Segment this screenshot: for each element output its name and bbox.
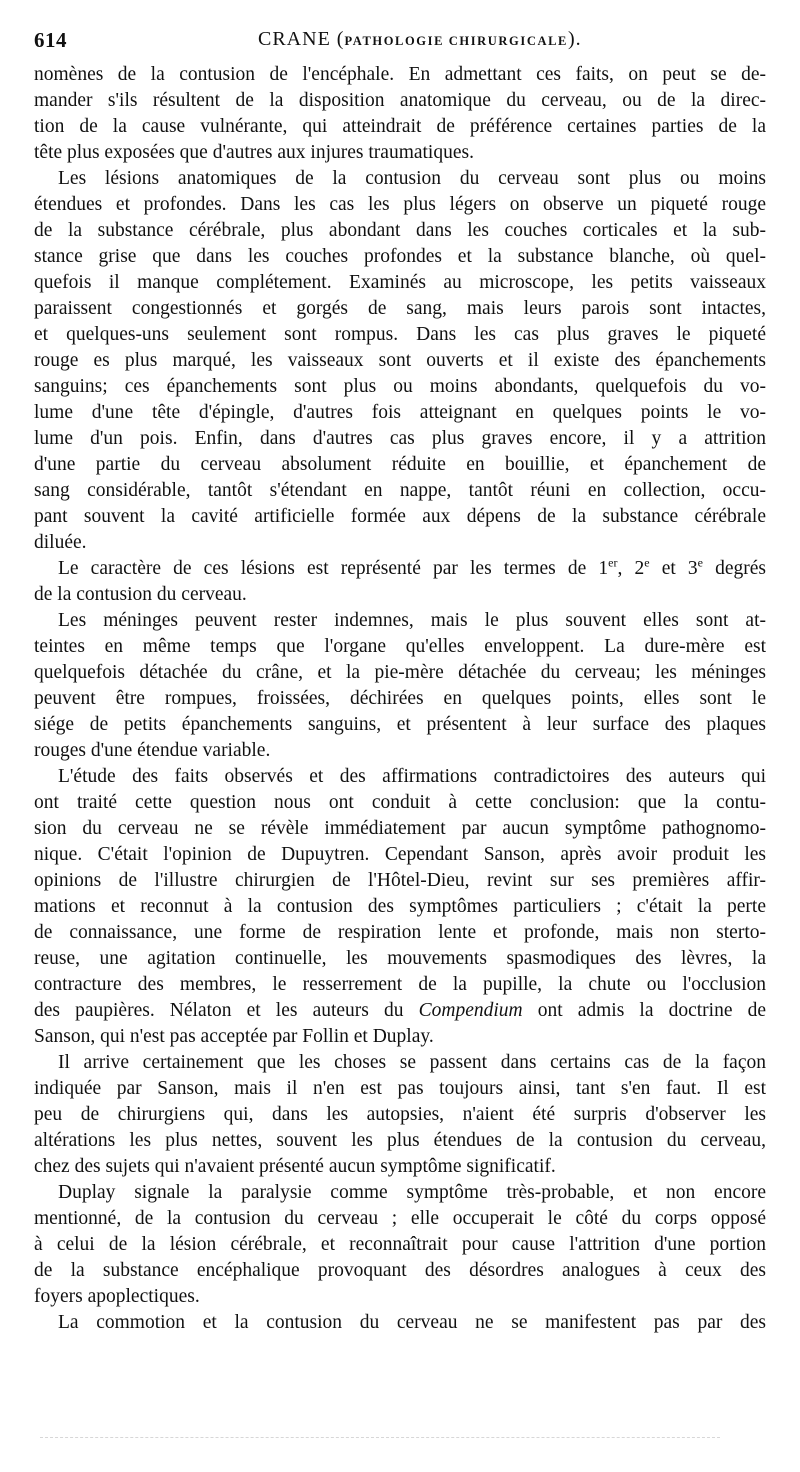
text-line: foyers apoplectiques.	[34, 1286, 200, 1307]
text-line: opinions de l'illustre chirurgien de l'Hôtel-Dieu, revint sur ses premières affir-	[34, 870, 766, 891]
text-line: de la contusion du cerveau.	[34, 584, 247, 605]
footer-rule	[40, 1437, 720, 1438]
text-line: mander s'ils résultent de la disposition anatomique du cerveau, ou de la direc-	[34, 90, 766, 111]
text-line: sanguins; ces épanchements sont plus ou moins abondants, quelquefois du vo-	[34, 376, 766, 397]
text-line: rouge es plus marqué, les vaisseaux sont ouverts et il existe des épanchements	[34, 350, 766, 371]
text-line: reuse, une agitation continuelle, les mouvements spasmodiques des lèvres, la	[34, 948, 766, 969]
text-line: indiquée par Sanson, mais il n'en est pas toujours ainsi, tant s'en faut. Il est	[34, 1078, 766, 1099]
text-line: ont traité cette question nous ont conduit à cette conclusion: que la contu-	[34, 792, 766, 813]
text-line: rouges d'une étendue variable.	[34, 740, 271, 761]
text-line: et quelques-uns seulement sont rompus. Dans les cas plus graves le piqueté	[34, 324, 766, 345]
text-line: quelquefois détachée du crâne, et la pie-mère détachée du cerveau; les méninges	[34, 662, 766, 683]
text-line: siége de petits épanchements sanguins, et présentent à leur surface des plaques	[34, 714, 766, 735]
text-line: à celui de la lésion cérébrale, et reconnaîtrait pour cause l'attrition d'une portion	[34, 1234, 766, 1255]
text-line: de la substance encéphalique provoquant des désordres analogues à ceux des	[34, 1260, 766, 1281]
text-line: Les lésions anatomiques de la contusion du cerveau sont plus ou moins	[58, 168, 766, 189]
running-title-sub: PATHOLOGIE CHIRURGICALE	[344, 34, 568, 48]
italic-word: Compendium	[418, 1000, 523, 1021]
text-line: de la substance cérébrale, plus abondant dans les couches corticales et la sub-	[34, 220, 766, 241]
degree-line: Le caractère de ces lésions est représenté par les termes de 1er, 2e et 3e degrés	[58, 556, 766, 579]
text-line: de connaissance, une forme de respiration lente et profonde, mais non sterto-	[34, 922, 766, 943]
text-line: chez des sujets qui n'avaient présenté aucun symptôme significatif.	[34, 1156, 556, 1177]
text-line: L'étude des faits observés et des affirmations contradictoires des auteurs qui	[58, 766, 766, 787]
text-line: d'une partie du cerveau absolument réduite en bouillie, et épanchement de	[34, 454, 766, 475]
text-line: peu de chirurgiens qui, dans les autopsies, n'aient été surpris d'observer les	[34, 1104, 766, 1125]
text-line: mations et reconnut à la contusion des symptômes particuliers ; c'était la perte	[34, 896, 766, 917]
text-line: mentionné, de la contusion du cerveau ; elle occuperait le côté du corps opposé	[34, 1208, 766, 1229]
running-title	[258, 28, 582, 51]
page-header	[34, 28, 766, 56]
text-line: Les méninges peuvent rester indemnes, mais le plus souvent elles sont at-	[58, 610, 766, 631]
text-line: peuvent être rompues, froissées, déchirées en quelques points, elles sont le	[34, 688, 766, 709]
text-line: sion du cerveau ne se révèle immédiatement par aucun symptôme pathognomo-	[34, 818, 766, 839]
text-line: quefois il manque complétement. Examinés au microscope, les petits vaisseaux	[34, 272, 766, 293]
text-line: stance grise que dans les couches profondes et la substance blanche, où quel-	[34, 246, 766, 267]
running-title-end: ).	[567, 28, 582, 50]
text-line: sang considérable, tantôt s'étendant en nappe, tantôt réuni en collection, occu-	[34, 480, 766, 501]
text-line: teintes en même temps que l'organe qu'elles enveloppent. La dure-mère est	[34, 636, 766, 657]
text-line: pant souvent la cavité artificielle formée aux dépens de la substance cérébrale	[34, 506, 766, 527]
text-line: tête plus exposées que d'autres aux injures traumatiques.	[34, 142, 474, 163]
text-line: La commotion et la contusion du cerveau ne se manifestent pas par des	[58, 1312, 766, 1333]
text-line: paraissent congestionnés et gorgés de sang, mais leurs parois sont intactes,	[34, 298, 766, 319]
text-line: contracture des membres, le resserrement de la pupille, la chute ou l'occlusion	[34, 974, 766, 995]
text-line: nomènes de la contusion de l'encéphale. En admettant ces faits, on peut se de-	[34, 64, 766, 85]
body-text	[34, 62, 766, 1336]
text-line: diluée.	[34, 532, 87, 553]
text-line: étendues et profondes. Dans les cas les plus légers on observe un piqueté rouge	[34, 194, 766, 215]
page-number: 614	[34, 28, 67, 52]
text-line: tion de la cause vulnérante, qui atteindrait de préférence certaines parties de la	[34, 116, 766, 137]
text-line: nique. C'était l'opinion de Dupuytren. Cependant Sanson, après avoir produit les	[34, 844, 766, 865]
text-line: lume d'un pois. Enfin, dans d'autres cas plus graves encore, il y a attrition	[34, 428, 766, 449]
running-title-main: CRANE (	[258, 28, 345, 50]
text-line: Duplay signale la paralysie comme symptôme très-probable, et non encore	[58, 1182, 766, 1203]
text-line: Sanson, qui n'est pas acceptée par Follin et Duplay.	[34, 1026, 434, 1047]
text-line: altérations les plus nettes, souvent les plus étendues de la contusion du cerveau,	[34, 1130, 766, 1151]
text-line: Il arrive certainement que les choses se passent dans certains cas de la façon	[58, 1052, 766, 1073]
compendium-line: des paupières. Nélaton et les auteurs du Compendium ont admis la doctrine de	[34, 1000, 766, 1021]
text-line: lume d'une tête d'épingle, d'autres fois atteignant en quelques points le vo-	[34, 402, 766, 423]
